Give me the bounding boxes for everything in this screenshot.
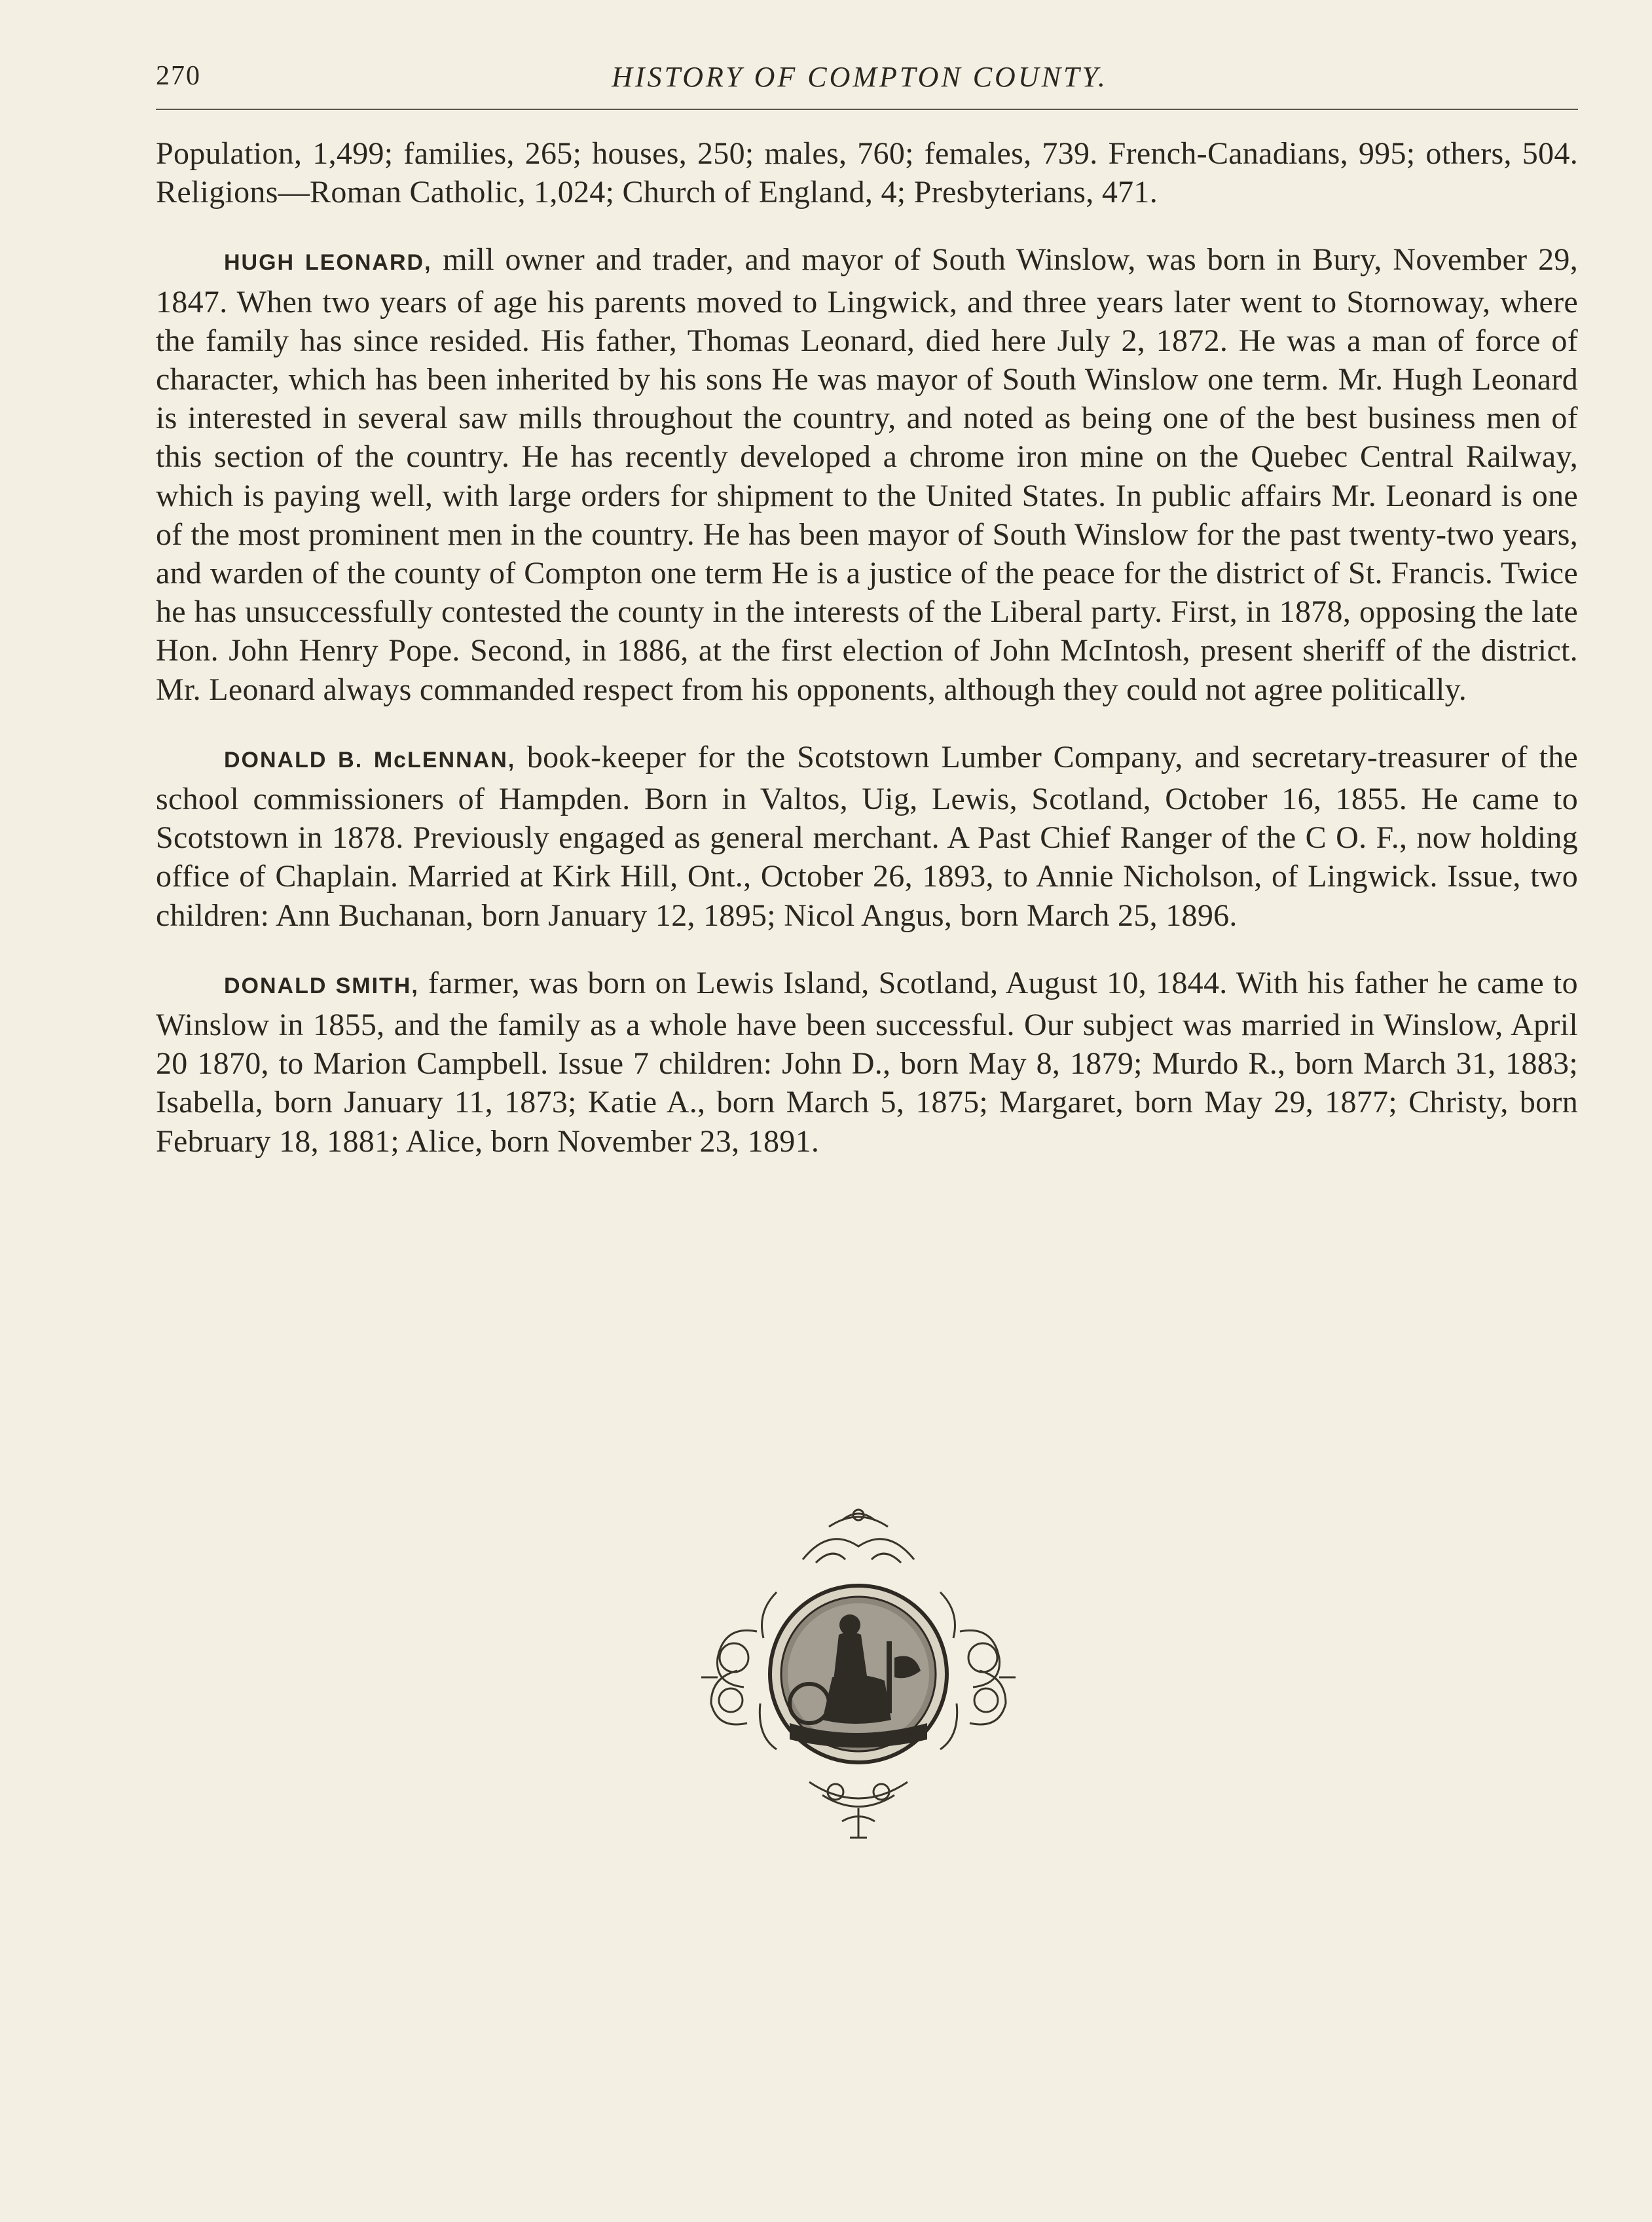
census-paragraph (156, 134, 1578, 211)
biography-name: DONALD SMITH, (224, 973, 419, 998)
page-number: 270 (156, 61, 201, 91)
biography-name: HUGH LEONARD, (224, 250, 432, 276)
biography-donald-smith (156, 964, 1578, 1161)
biography-name: DONALD B. McLENNAN, (224, 747, 516, 773)
running-title: HISTORY OF COMPTON COUNTY. (612, 61, 1108, 93)
biography-text: farmer, was born on Lewis Island, Scotland, August 10, 1844. With his father he came to Winslow in 1855, and the family as a whole have been successful. Our subject was married in Winslow, April 20 1870, to Marion Campbell. Issue 7 children: John D., born May 8, 1879; Murdo R., born March 31, 1883; Isabella, born January 11, 1873; Katie A., born March 5, 1875; Margaret, born May 29, 1877; Christy, born February 18, 1881; Alice, born November 23, 1891. (156, 965, 1578, 1159)
biography-text: book-keeper for the Scotstown Lumber Company, and secretary-treasurer of the school commissioners of Hampden. Born in Valtos, Uig, Lewis, Scotland, October 16, 1855. He came to Scotstown in 1878. Previously engaged as general merchant. A Past Chief Ranger of the C O. F., now holding office of Chaplain. Married at Kirk Hill, Ont., October 26, 1893, to Annie Nicholson, of Lingwick. Issue, two children: Ann Buchanan, born January 12, 1895; Nicol Angus, born March 25, 1896. (156, 739, 1578, 933)
biography-text: mill owner and trader, and mayor of South Winslow, was born in Bury, November 29, 1847. When two years of age his parents moved to Lingwick, and three years later went to Stornoway, where the family has since resided. His father, Thomas Leonard, died here July 2, 1872. He was a man of force of character, which has been inherited by his sons He was mayor of South Winslow one term. Mr. Hugh Leonard is interested in several saw mills throughout the country, and noted as being one of the best business men of this section of the country. He has recently developed a chrome iron mine on the Quebec Central Railway, which is paying well, with large orders for shipment to the United States. In public affairs Mr. Leonard is one of the most prominent men in the country. He has been mayor of South Winslow for the past twenty-two years, and warden of the county of Compton one term He is a justice of the peace for the district of St. Francis. Twice he has unsuccessfully contested the county in the interests of the Liberal party. First, in 1878, opposing the late Hon. John Henry Pope. Second, in 1886, at the first election of John McIntosh, present sheriff of the district. Mr. Leonard always commanded respect from his opponents, although they could not agree politically. (156, 242, 1578, 707)
page-body (156, 134, 1578, 1190)
paragraph-text: Population, 1,499; families, 265; houses, 250; males, 760; females, 739. French-Canadians, 995; others, 504. Religions—Roman Catholic, 1,024; Church of England, 4; Presbyterians, 471. (156, 136, 1578, 210)
page-header (156, 60, 1564, 100)
biography-donald-mclennan (156, 738, 1578, 935)
header-rule (156, 109, 1578, 110)
decorative-medallion-ornament (678, 1501, 1038, 1841)
biography-hugh-leonard (156, 240, 1578, 708)
